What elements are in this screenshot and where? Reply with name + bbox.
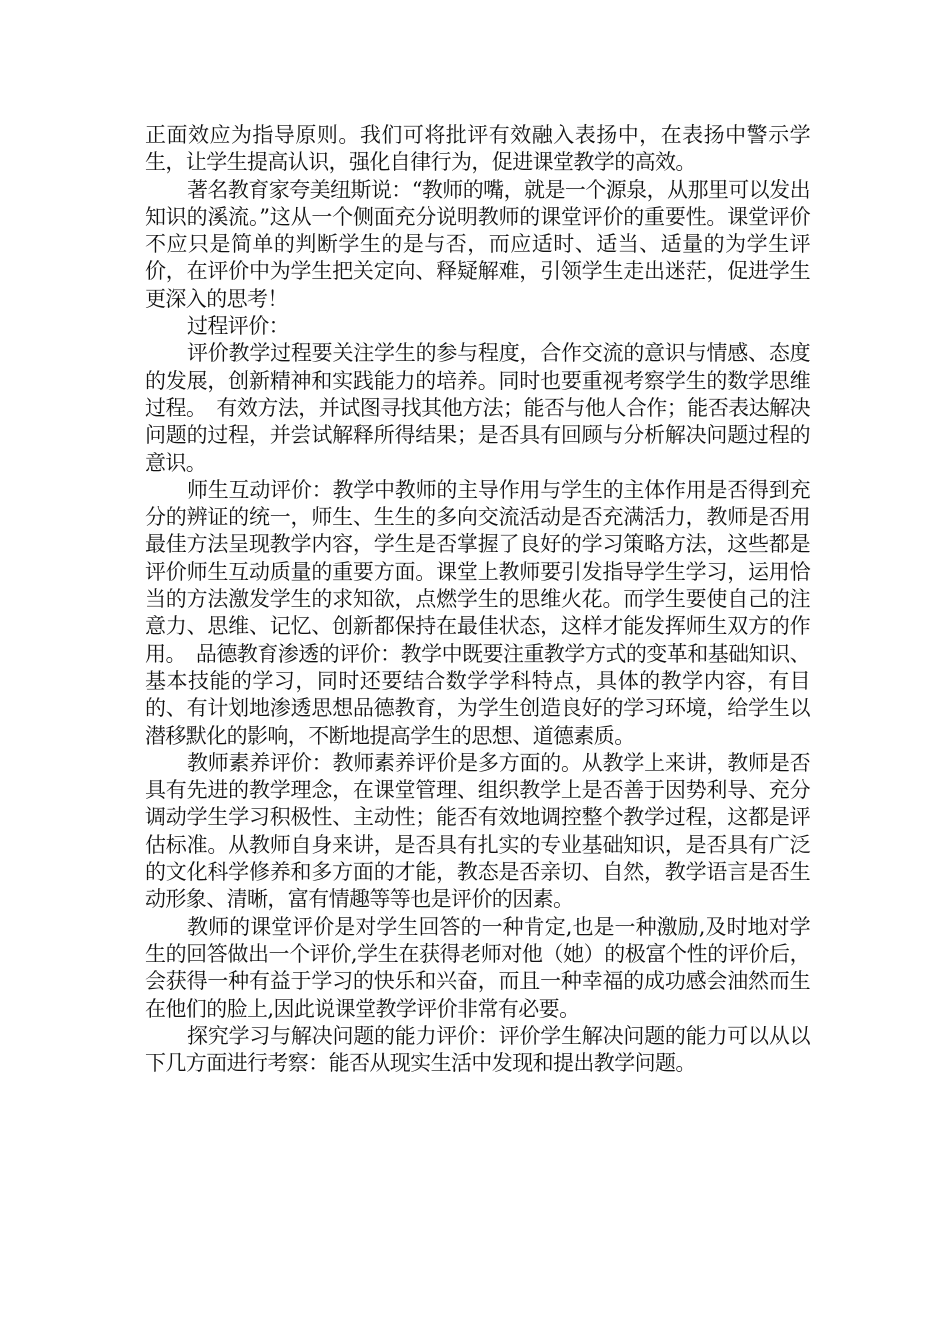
paragraph-continuation: 正面效应为指导原则。我们可将批评有效融入表扬中，在表扬中警示学生，让学生提高认识，强化自律行为，促进课堂教学的高效。 (145, 123, 810, 175)
document-body (145, 122, 810, 1077)
paragraph-teacher-quality: 教师素养评价：教师素养评价是多方面的。从教学上来讲，教师是否具有先进的教学理念，在课堂管理、组织教学上是否善于因势利导、充分调动学生学习积极性、主动性；能否有效地调控整个教学过程，这都是评估标准。从教师自身来讲，是否具有扎实的专业基础知识，是否具有广泛的文化科学修养和多方面的才能，教态是否亲切、自然，教学语言是否生动形象、清晰，富有情趣等等也是评价的因素。 (145, 750, 810, 912)
paragraph-process-evaluation: 评价教学过程要关注学生的参与程度，合作交流的意识与情感、态度的发展，创新精神和实践能力的培养。同时也要重视考察学生的数学思维过程。 有效方法，并试图寻找其他方法；能否与他人合作；能否表达解决问题的过程，并尝试解释所得结果；是否具有回顾与分析解决问题过程的意识。 (145, 341, 810, 475)
paragraph-problem-solving: 探究学习与解决问题的能力评价：评价学生解决问题的能力可以从以下几方面进行考察：能否从现实生活中发现和提出教学问题。 (145, 1023, 810, 1076)
paragraph-teacher-student-interaction: 师生互动评价：教学中教师的主导作用与学生的主体作用是否得到充分的辨证的统一，师生、生生的多向交流活动是否充满活力，教师是否用最佳方法呈现教学内容，学生是否掌握了良好的学习策略方法，这些都是评价师生互动质量的重要方面。课堂上教师要引发指导学生学习，运用恰当的方法激发学生的求知欲，点燃学生的思维火花。而学生要使自己的注意力、思维、记忆、创新都保持在最佳状态，这样才能发挥师生双方的作用。 品德教育渗透的评价：教学中既要注重教学方式的变革和基础知识、基本技能的学习，同时还要结合数学学科特点，具体的教学内容，有目的、有计划地渗透思想品德教育，为学生创造良好的学习环境，给学生以潜移默化的影响，不断地提高学生的思想、道德素质。 (145, 477, 810, 748)
paragraph-process-evaluation-heading: 过程评价： (187, 314, 289, 339)
paragraph-comenius-quote: 著名教育家夸美纽斯说：“教师的嘴，就是一个源泉，从那里可以发出知识的溪流。”这从一个侧面充分说明教师的课堂评价的重要性。课堂评价不应只是简单的判断学生的是与否，而应适时、适当、适量的为学生评价，在评价中为学生把关定向、释疑解难，引领学生走出迷茫，促进学生更深入的思考！ (145, 177, 810, 311)
paragraph-classroom-evaluation: 教师的课堂评价是对学生回答的一种肯定,也是一种激励,及时地对学生的回答做出一个评价,学生在获得老师对他（她）的极富个性的评价后，会获得一种有益于学习的快乐和兴奋，而且一种幸福的成功感会油然而生在他们的脸上,因此说课堂教学评价非常有必要。 (145, 914, 810, 1021)
